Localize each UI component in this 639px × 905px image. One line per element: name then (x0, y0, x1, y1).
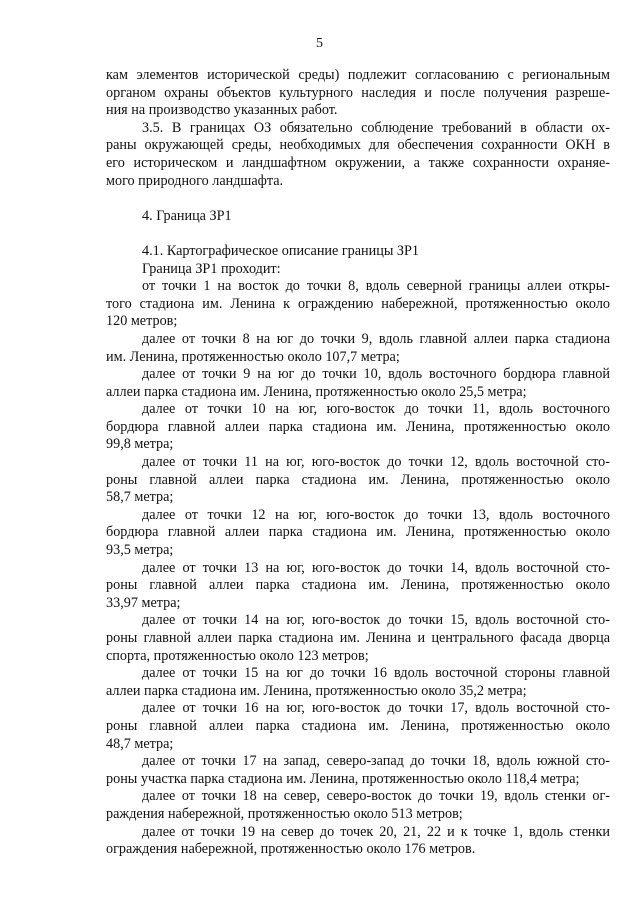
text-line: ния на производство указанных работ. (106, 102, 338, 119)
text-line: роны главной аллеи парка стадиона им. Ленина, протяженностью около (106, 471, 610, 488)
paragraph (106, 454, 610, 507)
paragraph (106, 560, 610, 613)
text-line: бордюра главной аллеи парка стадиона им. Ленина, протяженностью около (106, 524, 610, 541)
text-line: далее от точки 18 на север, северо-восток до точки 19, вдоль стенки ог- (142, 788, 610, 805)
text-line: 99,8 метра; (106, 436, 174, 453)
paragraph (106, 824, 610, 859)
page-number: 5 (316, 36, 323, 51)
text-line: 58,7 метра; (106, 489, 174, 506)
paragraph (106, 67, 610, 120)
paragraph (106, 665, 610, 700)
text-line: 48,7 метра; (106, 735, 174, 752)
text-line: далее от точки 12 на юг, юго-восток до точки 13, вдоль восточного (142, 506, 610, 523)
text-line: спорта, протяженностью около 123 метров; (106, 647, 369, 664)
text-line: роны главной аллеи парка стадиона им. Ленина, протяженностью около (106, 577, 610, 594)
text-line: кам элементов исторической среды) подлежит согласованию с региональным (106, 67, 610, 83)
paragraph (106, 243, 610, 261)
paragraph (106, 753, 610, 788)
paragraph (106, 507, 610, 560)
paragraph (106, 120, 610, 190)
text-line: аллеи парка стадиона им. Ленина, протяженностью около 25,5 метра; (106, 383, 527, 400)
paragraph (106, 278, 610, 331)
text-line: 93,5 метра; (106, 542, 174, 559)
text-line: того стадиона им. Ленина к ограждению набережной, протяженностью около (106, 295, 610, 312)
text-line: роны главной аллеи парка стадиона им. Ленина, протяженностью около (106, 717, 610, 734)
text-line: 33,97 метра; (106, 594, 181, 611)
text-line: далее от точки 8 на юг до точки 9, вдоль главной аллеи парка стадиона (142, 330, 610, 347)
document-body (106, 67, 610, 859)
text-line: далее от точки 16 на юг, юго-восток до точки 17, вдоль восточной сто- (142, 700, 610, 717)
text-line: далее от точки 9 на юг до точки 10, вдоль восточного бордюра главной (142, 366, 610, 383)
text-line: далее от точки 14 на юг, юго-восток до точки 15, вдоль восточной сто- (142, 612, 610, 629)
text-line: далее от точки 19 на север до точек 20, 21, 22 и к точке 1, вдоль стенки (142, 823, 610, 840)
text-line: далее от точки 17 на запад, северо-запад до точки 18, вдоль южной сто- (142, 753, 610, 770)
paragraph (106, 788, 610, 823)
text-line: роны главной аллеи парка стадиона им. Ленина и центрального фасада дворца (106, 630, 610, 646)
text-line: далее от точки 11 на юг, юго-восток до точки 12, вдоль восточной сто- (142, 454, 610, 471)
text-line: мого природного ландшафта. (106, 172, 284, 189)
text-line: органом охраны объектов культурного наследия и после получения разреше- (106, 84, 610, 101)
text-line: 4. Граница ЗР1 (142, 207, 232, 224)
text-line: далее от точки 15 на юг до точки 16 вдоль восточной стороны главной (142, 665, 610, 682)
paragraph (106, 331, 610, 366)
text-line: им. Ленина, протяженностью около 107,7 метра; (106, 348, 400, 365)
paragraph (106, 261, 610, 279)
text-line: далее от точки 10 на юг, юго-восток до точки 11, вдоль восточного (142, 401, 610, 418)
text-line: его историческом и ландшафтном окружении, а также сохранности охраняе- (106, 154, 610, 171)
text-line: раны окружающей среды, необходимых для обеспечения сохранности ОКН в (106, 137, 610, 154)
text-line: 3.5. В границах ОЗ обязательно соблюдение требований в области ох- (142, 119, 610, 136)
text-line: 4.1. Картографическое описание границы ЗР1 (142, 242, 420, 259)
text-line: от точки 1 на восток до точки 8, вдоль северной границы аллеи откры- (142, 278, 610, 295)
text-line: раждения набережной, протяженностью около 513 метров; (106, 805, 463, 822)
text-line: роны участка парка стадиона им. Ленина, протяженностью около 118,4 метра; (106, 770, 580, 787)
text-line: Граница ЗР1 проходит: (142, 260, 281, 277)
paragraph (106, 700, 610, 753)
text-line: ограждения набережной, протяженностью около 176 метров. (106, 841, 476, 858)
paragraph (106, 208, 610, 226)
paragraph (106, 612, 610, 665)
text-line: 120 метров; (106, 313, 178, 330)
paragraph (106, 401, 610, 454)
paragraph-gap (106, 190, 610, 208)
text-line: бордюра главной аллеи парка стадиона им. Ленина, протяженностью около (106, 418, 610, 435)
paragraph (106, 366, 610, 401)
text-line: далее от точки 13 на юг, юго-восток до точки 14, вдоль восточной сто- (142, 559, 610, 576)
paragraph-gap (106, 225, 610, 243)
text-line: аллеи парка стадиона им. Ленина, протяженностью около 35,2 метра; (106, 682, 527, 699)
